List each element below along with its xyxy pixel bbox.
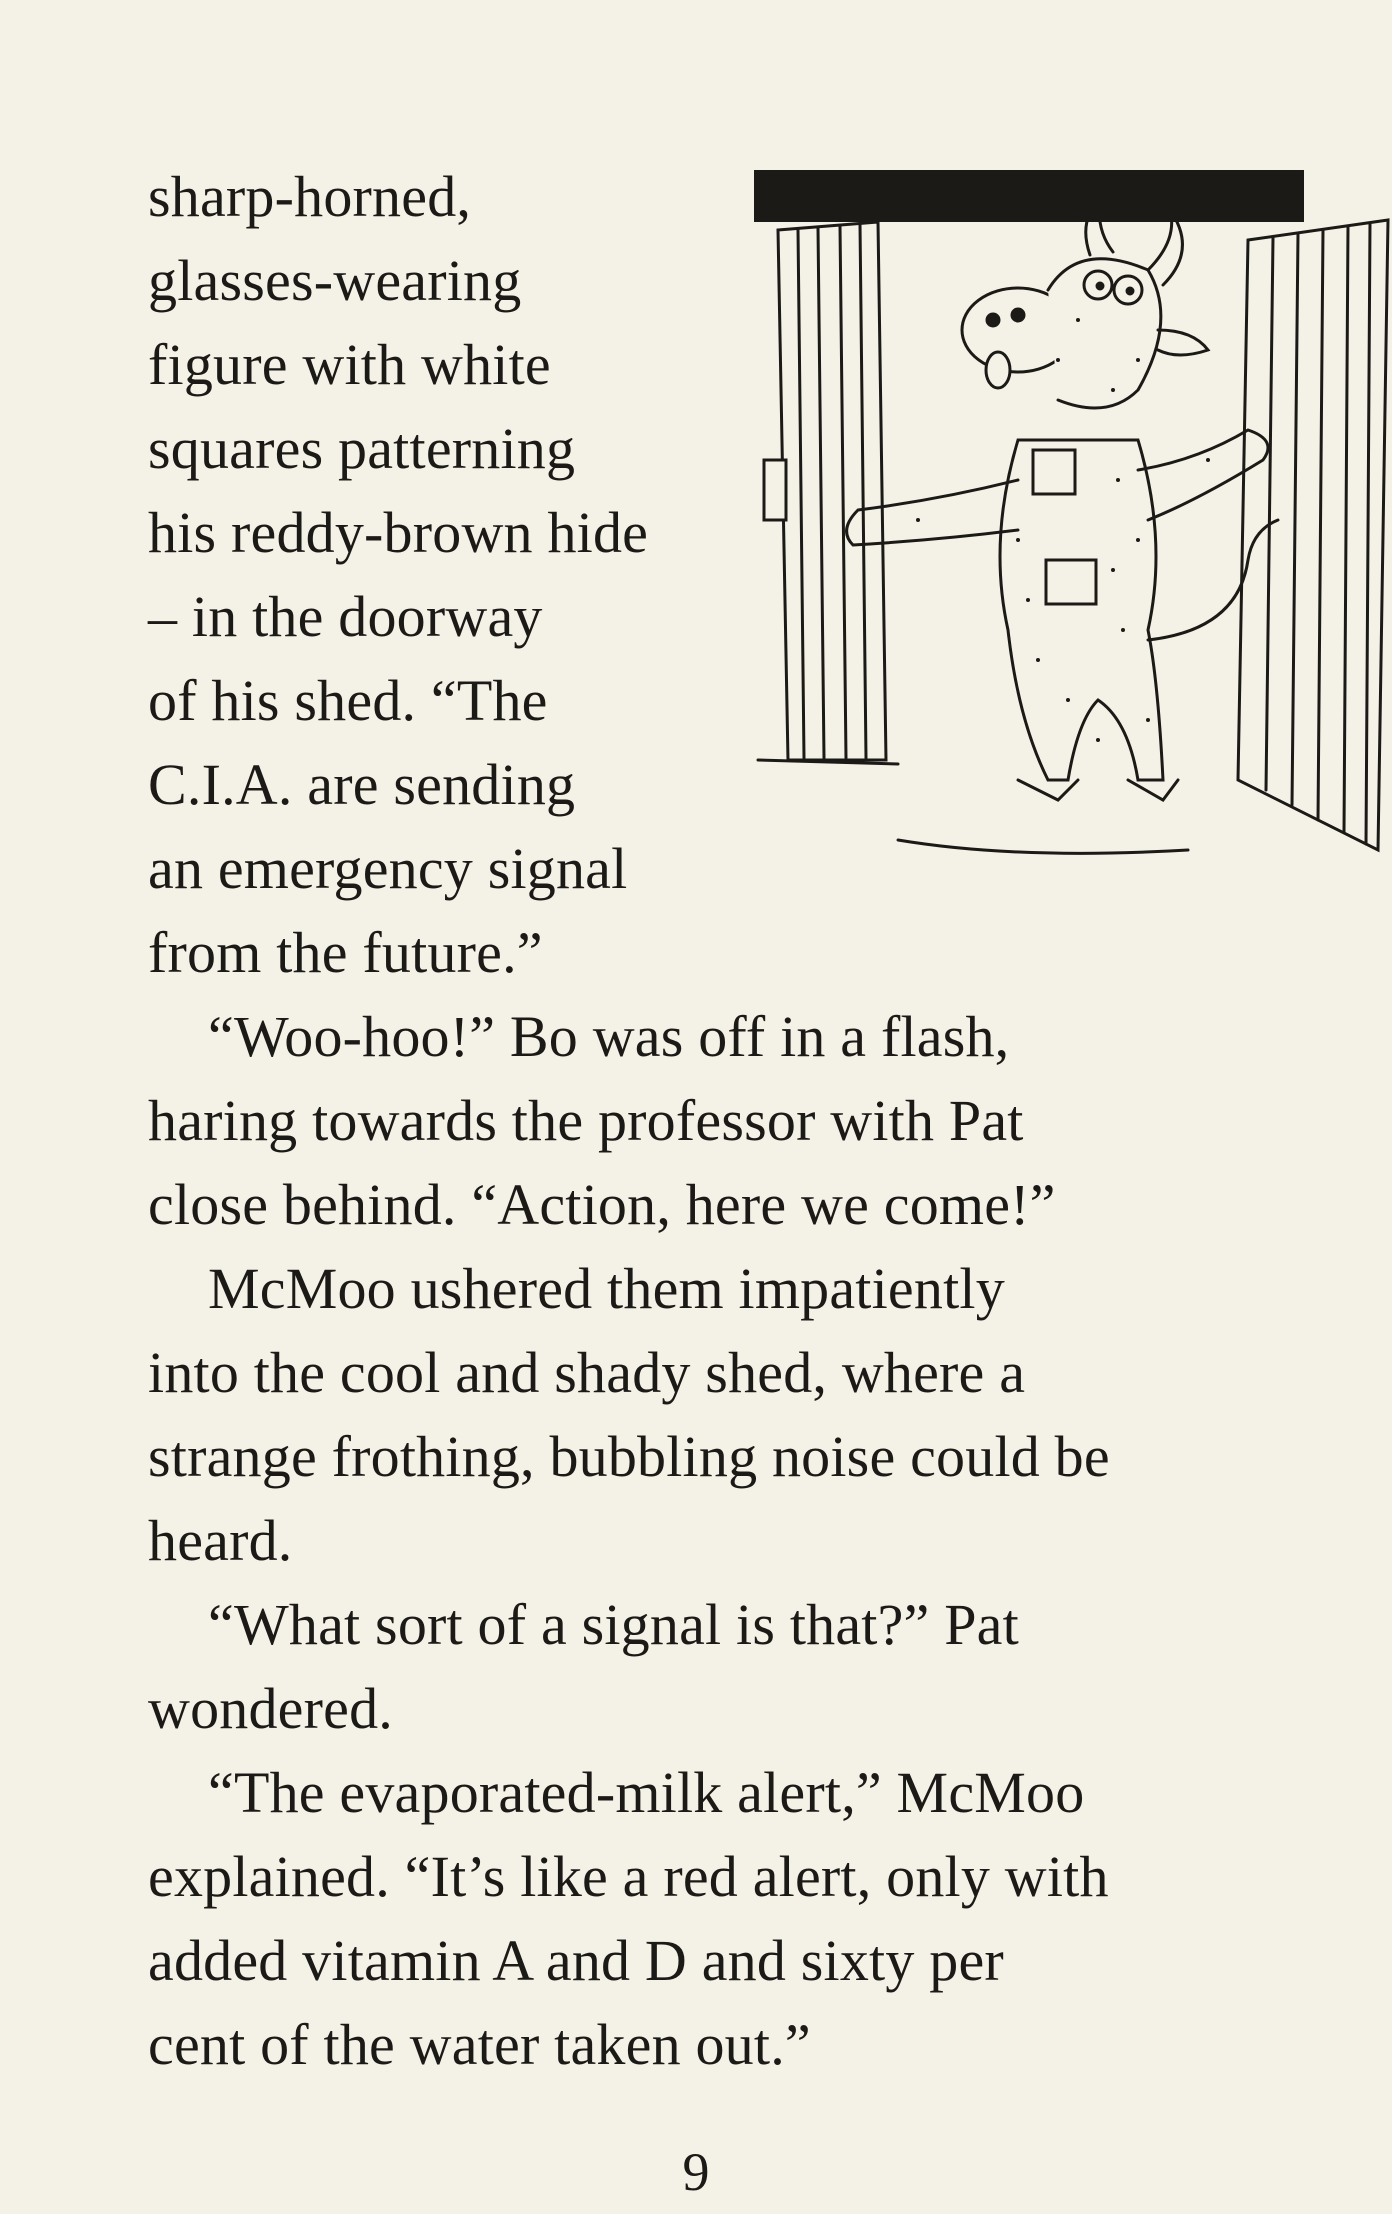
text-line: of his shed. “The [148, 668, 548, 733]
text-line: an emergency signal [148, 836, 628, 901]
text-line: haring towards the professor with Pat [148, 1088, 1024, 1153]
text-line: sharp-horned, [148, 164, 472, 229]
text-line: cent of the water taken out.” [148, 2012, 811, 2077]
text-line: into the cool and shady shed, where a [148, 1340, 1026, 1405]
cow-in-doorway-illustration [718, 160, 1390, 880]
text-line: strange frothing, bubbling noise could be [148, 1424, 1110, 1489]
text-line: – in the doorway [148, 584, 543, 649]
text-line: “What sort of a signal is that?” Pat [208, 1592, 1019, 1657]
text-line: C.I.A. are sending [148, 752, 576, 817]
text-line: wondered. [148, 1676, 393, 1741]
text-line: glasses-wearing [148, 248, 522, 313]
text-line: “Woo-hoo!” Bo was off in a flash, [208, 1004, 1010, 1069]
text-line: close behind. “Action, here we come!” [148, 1172, 1056, 1237]
cow-illustration-svg [718, 160, 1390, 880]
page-number: 9 [682, 2142, 710, 2202]
text-line: added vitamin A and D and sixty per [148, 1928, 1004, 1993]
text-line: McMoo ushered them impatiently [208, 1256, 1005, 1321]
text-line: explained. “It’s like a red alert, only with [148, 1844, 1109, 1909]
text-line: figure with white [148, 332, 551, 397]
text-line: his reddy-brown hide [148, 500, 649, 565]
text-line: from the future.” [148, 920, 543, 985]
text-line: “The evaporated-milk alert,” McMoo [208, 1760, 1085, 1825]
text-line: squares patterning [148, 416, 576, 481]
text-line: heard. [148, 1508, 293, 1573]
